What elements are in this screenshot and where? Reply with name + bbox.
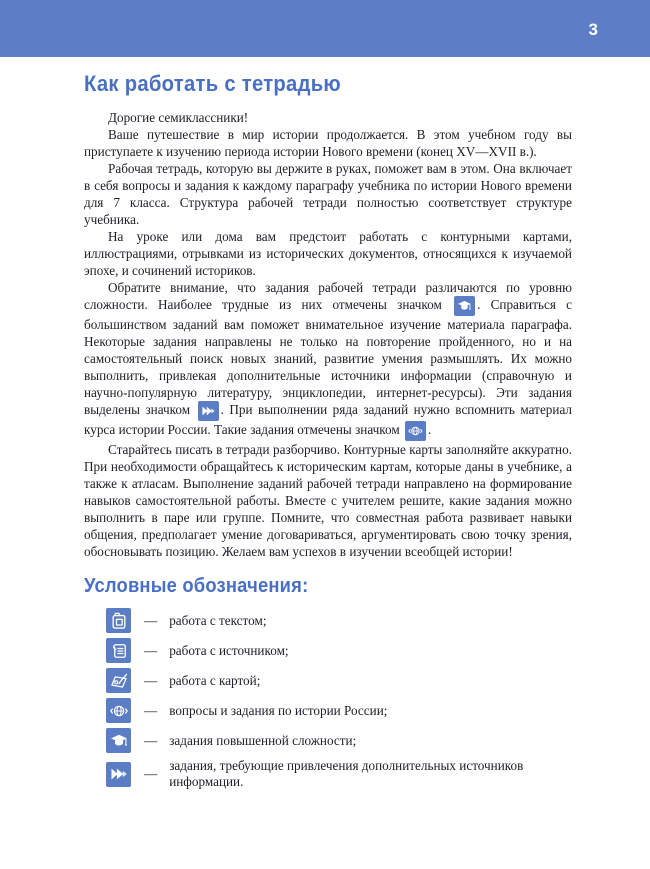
notebook-icon [106,608,131,633]
page-content [84,71,572,790]
page-title: Как работать с тетрадью [84,71,341,96]
legend-item-label: задания, требующие привлечения дополнительных источников информации. [169,758,524,789]
legend-dash: — [144,672,158,688]
intro-paragraph-journey: Ваше путешествие в мир истории продолжается. В этом учебном году вы приступаете к изучению периода истории Нового времени (конец XV—XVII в.). [84,127,572,159]
legend-item [106,608,572,633]
legend-item [106,698,572,723]
legend-item-label: работа с текстом; [169,612,267,628]
legend-dash: — [144,702,158,718]
page-number: 3 [588,19,598,39]
fast-forward-icon [106,762,131,787]
closing-paragraph: Старайтесь писать в тетради разборчиво. Контурные карты заполняйте аккуратно. При необходимости обращайтесь к историческим картам, которые даны в учебнике, а также к атласам. Выполнение заданий рабочей тетради направлено на формирование навыков самостоятельной работы. Вместе с учителем решите, какие задания можно выполнить в паре или группе. Помните, что совместная работа развивает навыки общения, предполагает умение договариваться, аргументировать свою точку зрения, обосновывать позицию. Желаем вам успехов в изучении всеобщей истории! [84,442,572,559]
legend-title: Условные обозначения: [84,575,309,597]
legend-item [106,758,572,790]
legend-item [106,638,572,663]
legend-item-label: задания повышенной сложности; [169,732,357,748]
graduation-cap-icon [454,296,475,316]
legend-item-label: работа с картой; [169,672,261,688]
legend-dash: — [144,732,158,748]
legend-dash: — [144,642,158,658]
legend-item [106,668,572,693]
legend-dash: — [144,766,158,781]
legend-dash: — [144,612,158,628]
intro-paragraph-greeting: Дорогие семиклассники! [108,110,249,125]
legend-item [106,728,572,753]
page-header-bar [0,0,650,57]
globe-icon [106,698,131,723]
map-icon [106,668,131,693]
globe-icon [405,421,426,441]
scroll-icon [106,638,131,663]
legend-item-label: вопросы и задания по истории России; [169,702,388,718]
graduation-cap-icon [106,728,131,753]
intro-paragraph-materials: На уроке или дома вам предстоит работать с контурными картами, иллюстрациями, отрывками из исторических документов, относящихся к изучаемой эпохе, и сочинений историков. [84,229,572,278]
complexity-paragraph: Обратите внимание, что задания рабочей тетради различаются по уровню сложности. Наиболее трудные из них отмечены значком . Справиться с большинством заданий вам поможет внимательное изучение материала параграфа. Некоторые задания направлены не только на повторение пройденного, но и на самостоятельный поиск новых знаний, развитие умения размышлять. Их можно выполнить, привлекая дополнительные источники информации (справочную и научно-популярную литературу, энциклопедии, интернет-ресурсы). Эти задания выделены значком . При выполнении ряда заданий нужно вспомнить материал курса истории России. Такие задания отмечены значком . [84,279,572,441]
legend-item-label: работа с источником; [169,642,289,658]
fast-forward-icon [198,401,219,421]
legend-list [106,608,572,790]
intro-paragraph-workbook: Рабочая тетрадь, которую вы держите в руках, поможет вам в этом. Она включает в себя вопросы и задания к каждому параграфу учебника по истории Нового времени для 7 класса. Структура рабочей тетради полностью соответствует структуре учебника. [84,161,572,227]
